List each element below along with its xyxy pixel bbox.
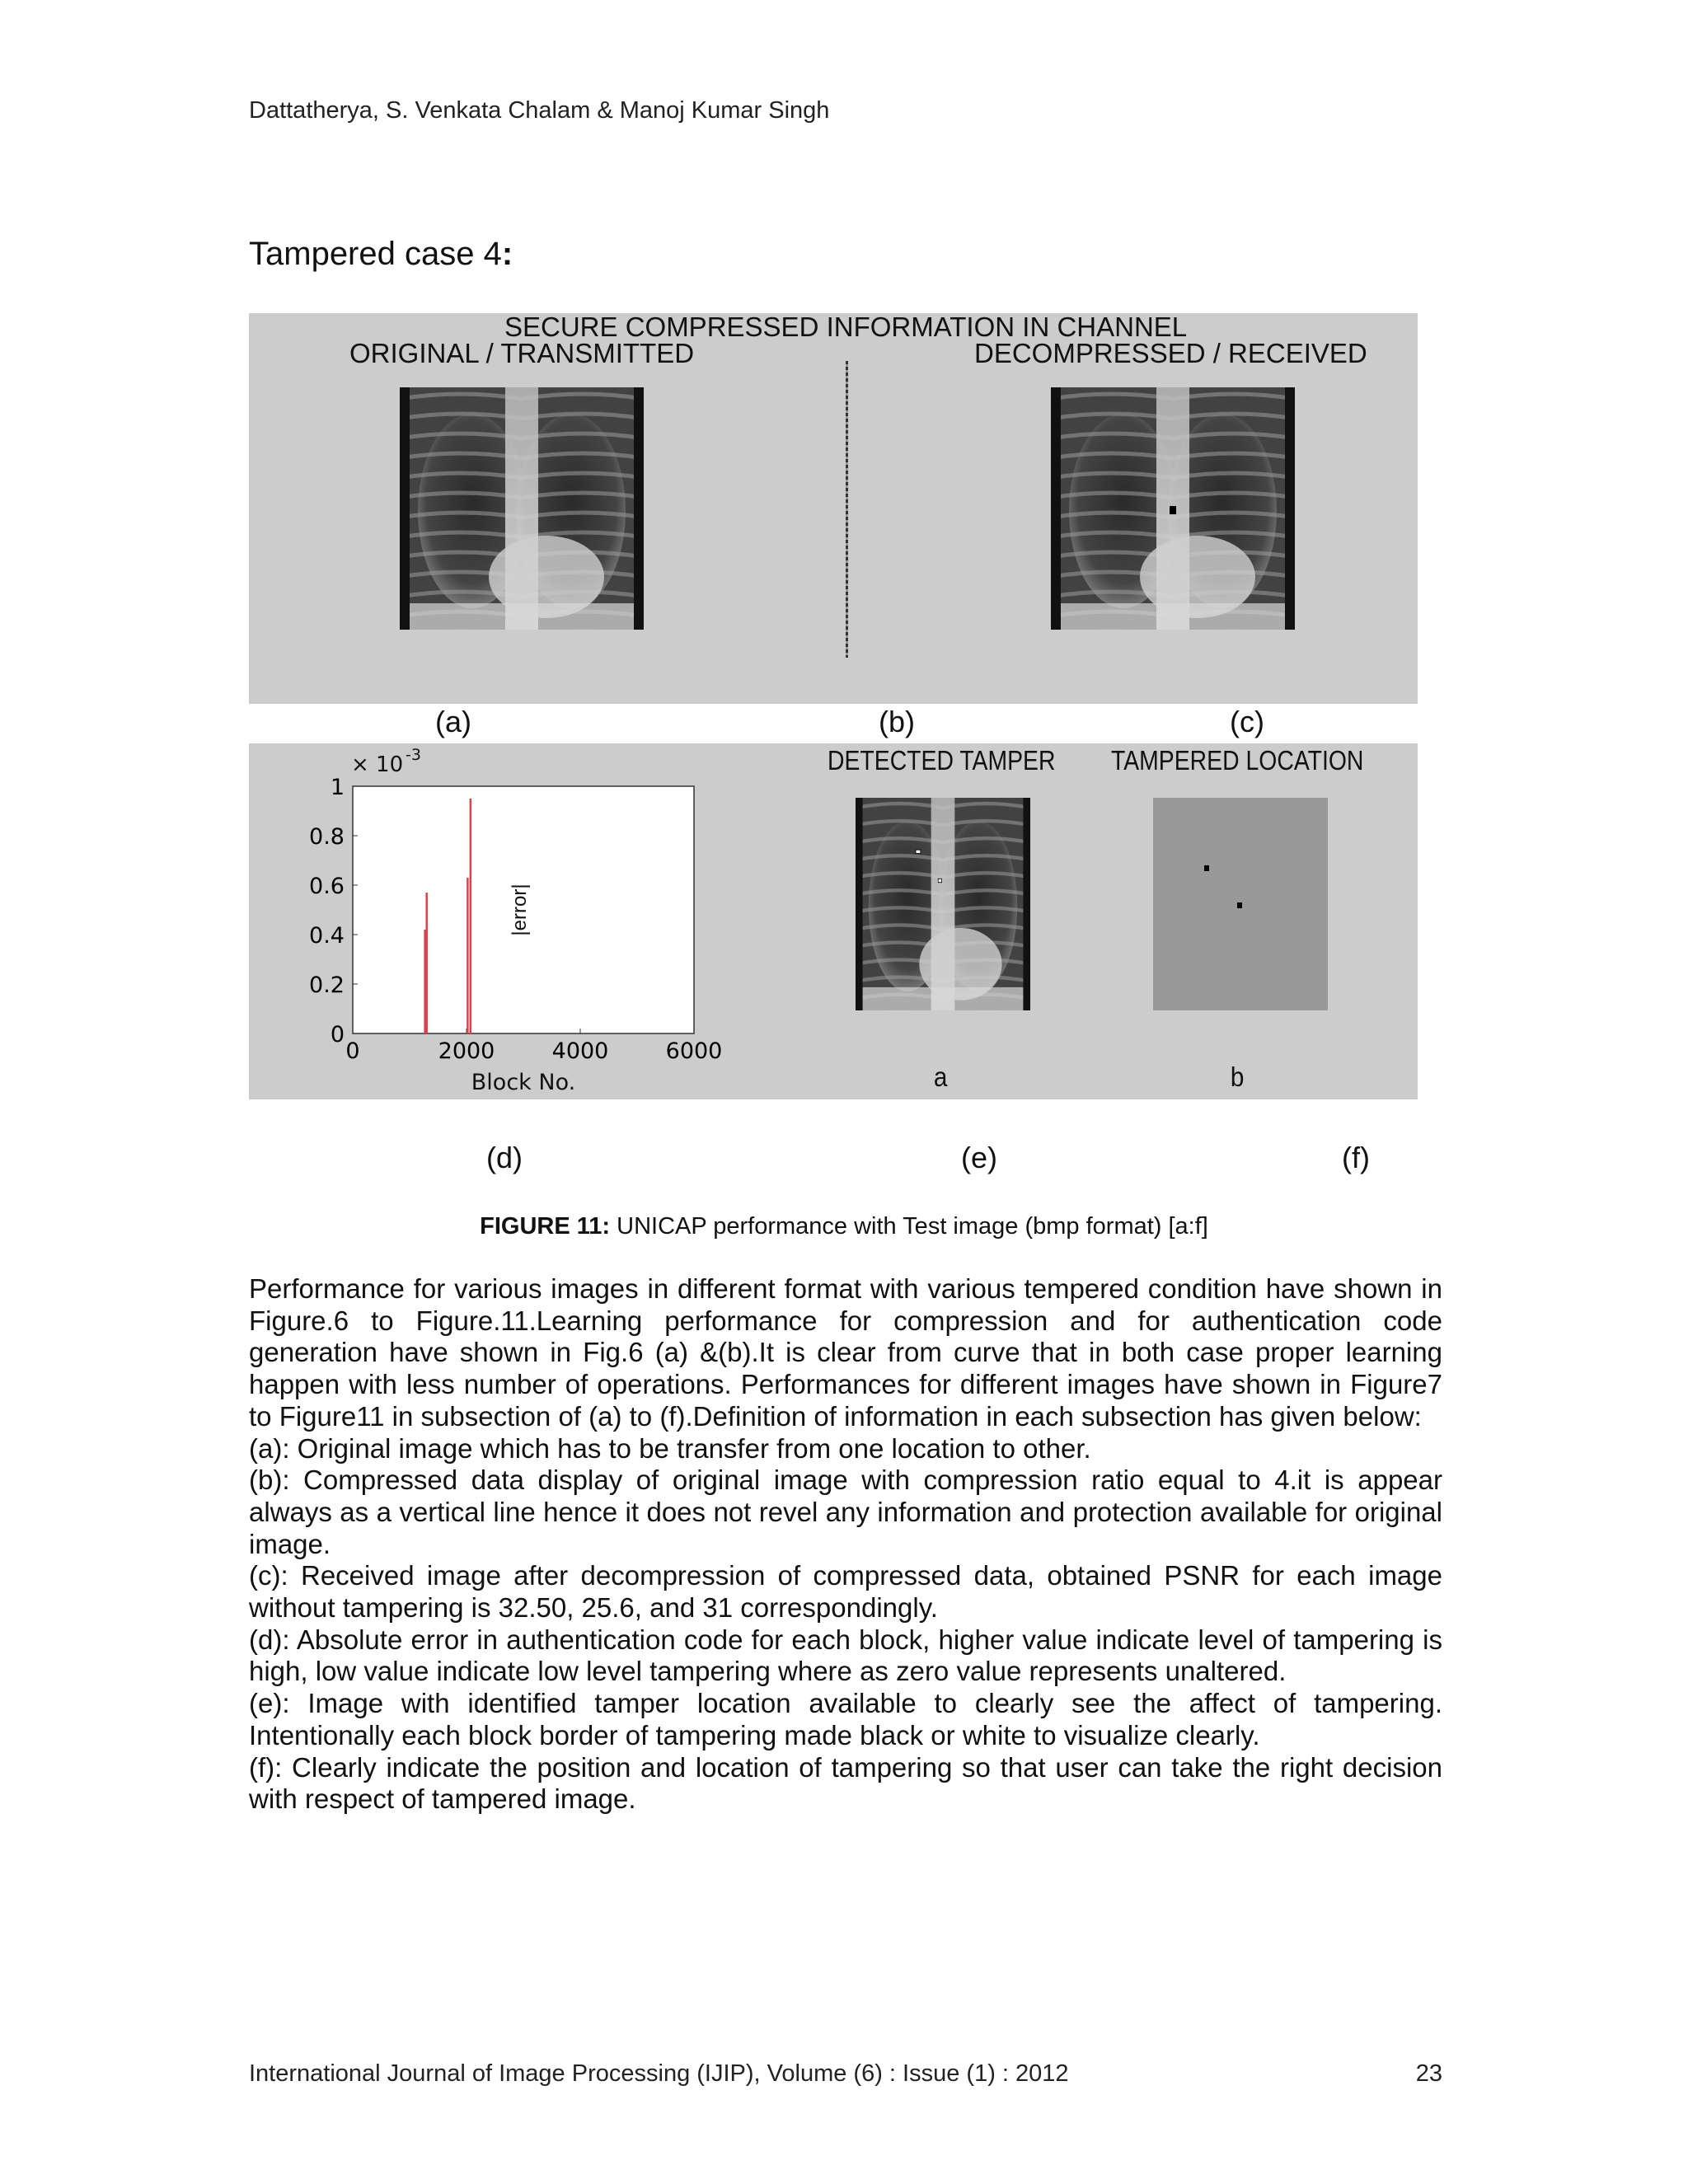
caption-text: UNICAP performance with Test image (bmp format) [a:f] (610, 1213, 1208, 1240)
error-chart (249, 743, 760, 1099)
body-paragraph: Performance for various images in different format with various tempered condition have shown in Figure.6 to Figure.11.Learning performance for compression and for authentication code generation have shown in Fig.6 (a) &(b).It is clear from curve that in both case proper learning happen with less number of operations. Performances for different images have shown in Figure7 to Figure11 in subsection of (a) to (f).Definition of information in each subsection has given below: (249, 1273, 1442, 1432)
footer-journal: International Journal of Image Processing (IJIP), Volume (6) : Issue (1) : 2012 (249, 2060, 1069, 2087)
y-tick-label: 0.4 (309, 923, 345, 949)
error-chart-svg (249, 743, 760, 1099)
tampered-location-map (1153, 798, 1328, 1010)
sublabel-e: (e) (961, 1141, 997, 1174)
page-number: 23 (1415, 2060, 1442, 2087)
x-tick-label: 0 (345, 1038, 360, 1064)
body-paragraph: (f): Clearly indicate the position and location of tampering so that user can take the right decision with respect of tampered image. (249, 1751, 1442, 1815)
xray-graphic-detected (856, 798, 1030, 1010)
y-axis-label: |error| (509, 883, 531, 936)
panel-title: SECURE COMPRESSED INFORMATION IN CHANNEL (504, 312, 1188, 342)
caption-label: FIGURE 11: (480, 1213, 611, 1240)
running-header: Dattatherya, S. Venkata Chalam & Manoj Kumar Singh (249, 97, 830, 124)
under-e-label: a (933, 1062, 948, 1092)
y-tick-label: 0.8 (309, 824, 345, 850)
under-f-label: b (1230, 1062, 1245, 1092)
detected-tamper-label: DETECTED TAMPER (828, 745, 1056, 776)
sublabel-b: (b) (879, 705, 915, 738)
body-paragraph: (a): Original image which has to be transfer from one location to other. (249, 1432, 1091, 1464)
sublabel-a: (a) (435, 705, 471, 738)
body-paragraph: (c): Received image after decompression of compressed data, obtained PSNR for each image without tampering is 32.50, 25.6, and 31 correspondingly. (249, 1560, 1442, 1624)
original-xray-image (400, 387, 644, 630)
detected-tamper-image (856, 798, 1030, 1010)
sublabel-f: (f) (1342, 1141, 1370, 1174)
tampered-location-label: TAMPERED LOCATION (1111, 745, 1364, 776)
body-paragraph: (d): Absolute error in authentication code for each block, higher value indicate level of tampering is high, low value indicate low level tampering where as zero value represents unaltered. (249, 1624, 1442, 1687)
body-paragraph: (e): Image with identified tamper location available to clearly see the affect of tampering. Intentionally each block border of tampering made black or white to visualize clearly. (249, 1688, 1442, 1750)
xray-graphic (400, 387, 644, 630)
y-tick-label: 0.2 (309, 972, 345, 998)
y-tick-label: 0 (330, 1022, 345, 1047)
body-text (249, 1273, 1442, 1816)
received-label: DECOMPRESSED / RECEIVED (974, 338, 1367, 368)
tamper-marker (1204, 865, 1209, 871)
compressed-data-line (846, 361, 848, 658)
x-tick-label: 4000 (551, 1038, 609, 1064)
tamper-marker (1237, 902, 1242, 908)
x-tick-label: 6000 (665, 1038, 723, 1064)
sublabel-d: (d) (486, 1141, 523, 1174)
section-title-text: Tampered case 4 (249, 236, 502, 272)
body-paragraph: (b): Compressed data display of original image with compression ratio equal to 4.it is appear always as a vertical line hence it does not revel any information and protection available for original image. (249, 1465, 1442, 1559)
original-label: ORIGINAL / TRANSMITTED (349, 338, 695, 368)
x-axis-label: Block No. (471, 1070, 576, 1095)
sublabel-c: (c) (1230, 705, 1264, 738)
received-xray-image (1051, 387, 1295, 630)
xray-graphic-received (1051, 387, 1295, 630)
y-tick-label: 1 (330, 775, 345, 800)
section-title-colon: : (501, 236, 513, 272)
section-title (249, 236, 513, 273)
x-tick-label: 2000 (438, 1038, 495, 1064)
y-tick-label: 0.6 (309, 874, 345, 899)
y-exponent: -3 (406, 746, 421, 764)
figure-caption (0, 1213, 1688, 1240)
y-multiplier: × 10 (351, 752, 404, 777)
